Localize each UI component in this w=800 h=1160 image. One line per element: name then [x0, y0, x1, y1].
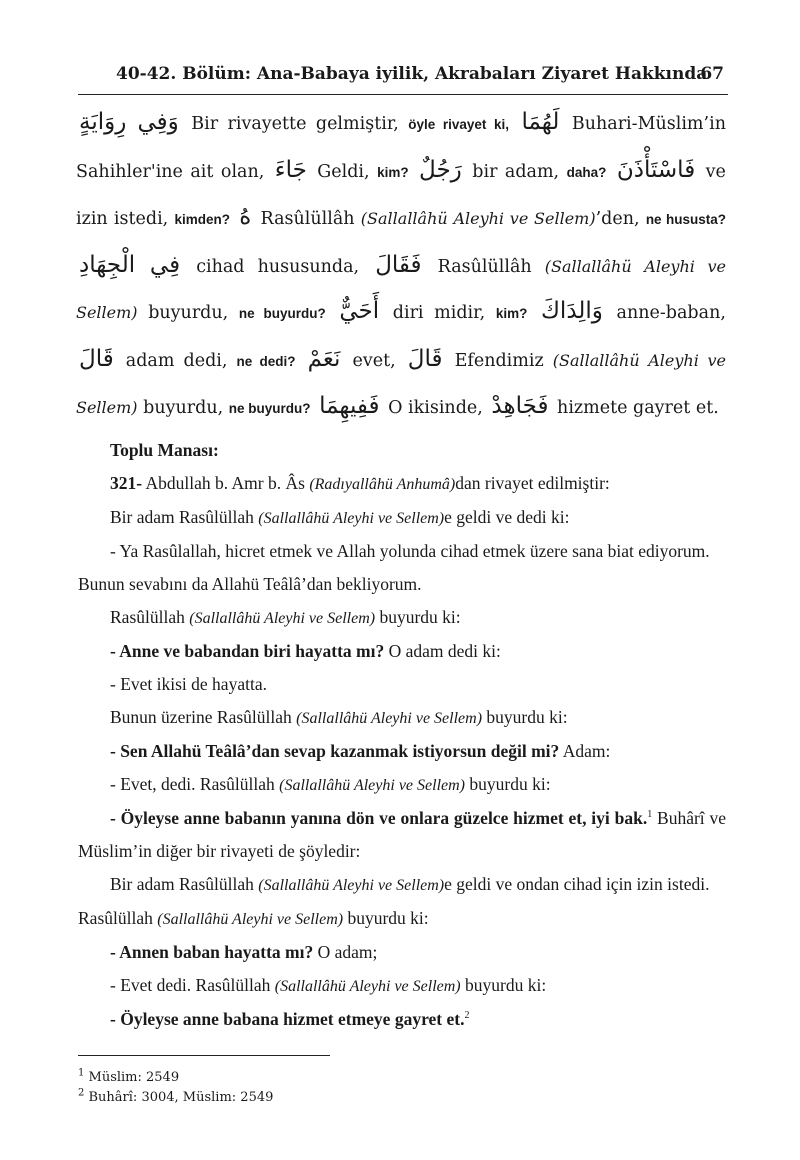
footnotes	[78, 1068, 273, 1108]
footnote-ref[interactable]: 1	[647, 809, 653, 821]
honorific-text: (Sallallâhü Aleyhi ve Sellem)	[258, 510, 445, 527]
translation-text: buyurdu,	[143, 398, 224, 418]
honorific-text: (Sallallâhü Aleyhi ve Sellem)	[157, 911, 344, 928]
page-number: 67	[700, 64, 724, 84]
translation-text: Rasûlüllâh	[437, 256, 532, 277]
translation-text: Rasûlüllâh	[260, 209, 355, 229]
question-marker: kimden?	[174, 212, 230, 227]
paragraph-text: O adam dedi ki:	[384, 641, 501, 661]
paragraph-text: Abdullah b. Amr b. Âs	[142, 473, 310, 493]
honorific-text: (Sallallâhü Aleyhi ve Sellem)	[360, 209, 596, 228]
paragraph-text: e geldi ve ondan cihad için izin istedi. Rasûlüllah	[78, 874, 710, 928]
arabic-word: رَجُلٌ	[419, 156, 462, 183]
honorific-text: (Sallallâhü Aleyhi ve Sellem)	[76, 256, 726, 322]
summary-section	[78, 434, 726, 1036]
running-header	[78, 60, 728, 95]
paragraph-text: - Evet, dedi. Rasûlüllah	[110, 774, 280, 794]
paragraph	[78, 969, 726, 1003]
question-marker: öyle rivayet ki,	[408, 117, 510, 132]
paragraph	[78, 701, 726, 735]
translation-text: Buhari-Müslim’in Sahihler'ine ait olan,	[76, 114, 726, 182]
translation-text: ve izin istedi,	[76, 161, 726, 229]
honorific-text: (Sallallâhü Aleyhi ve Sellem)	[189, 610, 376, 627]
question-marker: daha?	[566, 164, 607, 180]
paragraph-text: Bir adam Rasûlüllah	[110, 874, 259, 894]
paragraph-text: Adam:	[559, 741, 611, 761]
paragraph	[78, 802, 726, 868]
paragraph-text: buyurdu ki:	[375, 607, 461, 627]
paragraph-text: buyurdu ki:	[482, 707, 568, 727]
paragraph	[78, 768, 726, 802]
paragraph	[78, 735, 726, 768]
bold-speech: - Öyleyse anne babanın yanına dön ve onlara güzelce hizmet et, iyi bak.	[110, 808, 648, 828]
translation-text: anne-baban,	[616, 303, 726, 323]
translation-text: buyurdu,	[148, 303, 229, 323]
arabic-word: فَفِيهِمَا	[319, 393, 380, 419]
honorific-text: (Sallallâhü Aleyhi ve Sellem)	[279, 777, 466, 794]
translation-text: bir adam,	[472, 161, 560, 182]
translation-text: cihad hususunda,	[196, 256, 360, 277]
translation-text: ’den,	[595, 209, 640, 229]
arabic-word: نَعَمْ	[307, 345, 341, 372]
honorific-text: (Sallallâhü Aleyhi ve Sellem)	[274, 978, 461, 995]
honorific-text: (Radıyallâhü Anhumâ)	[309, 476, 456, 493]
paragraph-text: e geldi ve dedi ki:	[444, 507, 570, 527]
translation-text: adam dedi,	[125, 350, 228, 371]
question-marker: ne buyurdu?	[238, 306, 326, 321]
arabic-word: وَفِي رِوَايَةٍ	[79, 109, 179, 135]
bold-speech: - Anne ve babandan biri hayatta mı?	[110, 641, 385, 661]
paragraph: - Evet ikisi de hayatta.	[110, 674, 267, 694]
bold-speech: - Annen baban hayatta mı?	[110, 942, 314, 962]
arabic-word: لَهُمَا	[521, 109, 560, 135]
footnote-divider	[78, 1055, 330, 1056]
paragraph-text: buyurdu ki:	[343, 908, 429, 928]
translation-text: hizmete gayret et.	[557, 398, 719, 418]
paragraph-text: Bunun üzerine Rasûlüllah	[110, 707, 297, 727]
arabic-word: جَاءَ	[274, 156, 307, 183]
paragraph	[78, 635, 726, 668]
translation-text: evet,	[352, 350, 396, 371]
translation-text: diri midir,	[392, 303, 486, 323]
bold-speech: - Sen Allahü Teâlâ’dan sevap kazanmak istiyorsun değil mi?	[110, 741, 560, 761]
arabic-word: قَالَ	[79, 345, 114, 372]
arabic-word: فَجَاهِدْ	[491, 393, 549, 419]
paragraph-text: buyurdu ki:	[465, 774, 551, 794]
honorific-text: (Sallallâhü Aleyhi ve Sellem)	[296, 710, 483, 727]
translation-text: Efendimiz	[454, 350, 544, 371]
question-marker: ne buyurdu?	[228, 401, 311, 416]
interlinear-translation	[76, 100, 726, 432]
translation-text: Geldi,	[317, 161, 370, 182]
paragraph	[78, 601, 726, 635]
paragraph	[78, 868, 726, 936]
question-marker: kim?	[495, 306, 528, 321]
question-marker: ne hususta?	[645, 212, 726, 227]
footnote-mark: 2	[78, 1087, 85, 1099]
honorific-text: (Sallallâhü Aleyhi ve Sellem)	[76, 350, 726, 417]
paragraph	[78, 1003, 726, 1036]
hadith-number: 321-	[110, 473, 143, 493]
footnote	[78, 1088, 273, 1108]
footnote-ref[interactable]: 2	[464, 1010, 470, 1022]
arabic-word: هُ	[239, 204, 252, 230]
arabic-word: قَالَ	[407, 345, 443, 372]
arabic-word: فِي الْجِهَادِ	[79, 251, 181, 278]
arabic-word: أَحَيٌّ	[339, 298, 380, 324]
paragraph-text: Buhârî ve Müslim’in diğer bir rivayeti de şöyledir:	[78, 808, 726, 861]
paragraph-text: - Evet dedi. Rasûlüllah	[110, 975, 275, 995]
paragraph	[78, 936, 726, 969]
paragraph	[78, 467, 726, 501]
paragraph-text: Rasûlüllah	[110, 607, 190, 627]
bold-speech: - Öyleyse anne babana hizmet etmeye gayret et.	[110, 1009, 465, 1029]
paragraph	[78, 501, 726, 535]
honorific-text: (Sallallâhü Aleyhi ve Sellem)	[258, 877, 445, 894]
paragraph-text: Bir adam Rasûlüllah	[110, 507, 259, 527]
section-heading: Toplu Manası:	[110, 440, 219, 460]
footnote	[78, 1068, 273, 1088]
chapter-title: 40-42. Bölüm: Ana-Babaya iyilik, Akrabaları Ziyaret Hakkında	[116, 64, 708, 84]
footnote-text: Buhârî: 3004, Müslim: 2549	[84, 1090, 274, 1105]
paragraph-text: buyurdu ki:	[460, 975, 547, 995]
translation-text: Bir rivayette gelmiştir,	[191, 114, 399, 134]
arabic-word: فَاسْتَأْذَنَ	[616, 156, 696, 183]
question-marker: kim?	[377, 164, 409, 180]
arabic-word: وَالِدَاكَ	[540, 298, 603, 324]
question-marker: ne dedi?	[236, 353, 296, 369]
footnote-mark: 1	[78, 1067, 85, 1079]
arabic-word: فَقَالَ	[375, 251, 422, 278]
paragraph-text: O adam;	[313, 942, 378, 962]
footnote-text: Müslim: 2549	[84, 1070, 180, 1085]
translation-text: O ikisinde,	[388, 398, 483, 418]
paragraph-text: dan rivayet edilmiştir:	[455, 473, 610, 493]
paragraph: - Ya Rasûlallah, hicret etmek ve Allah yolunda cihad etmek üzere sana biat ediyorum. Bunun sevabını da Allahü Teâlâ’dan bekliyorum.	[78, 541, 710, 594]
